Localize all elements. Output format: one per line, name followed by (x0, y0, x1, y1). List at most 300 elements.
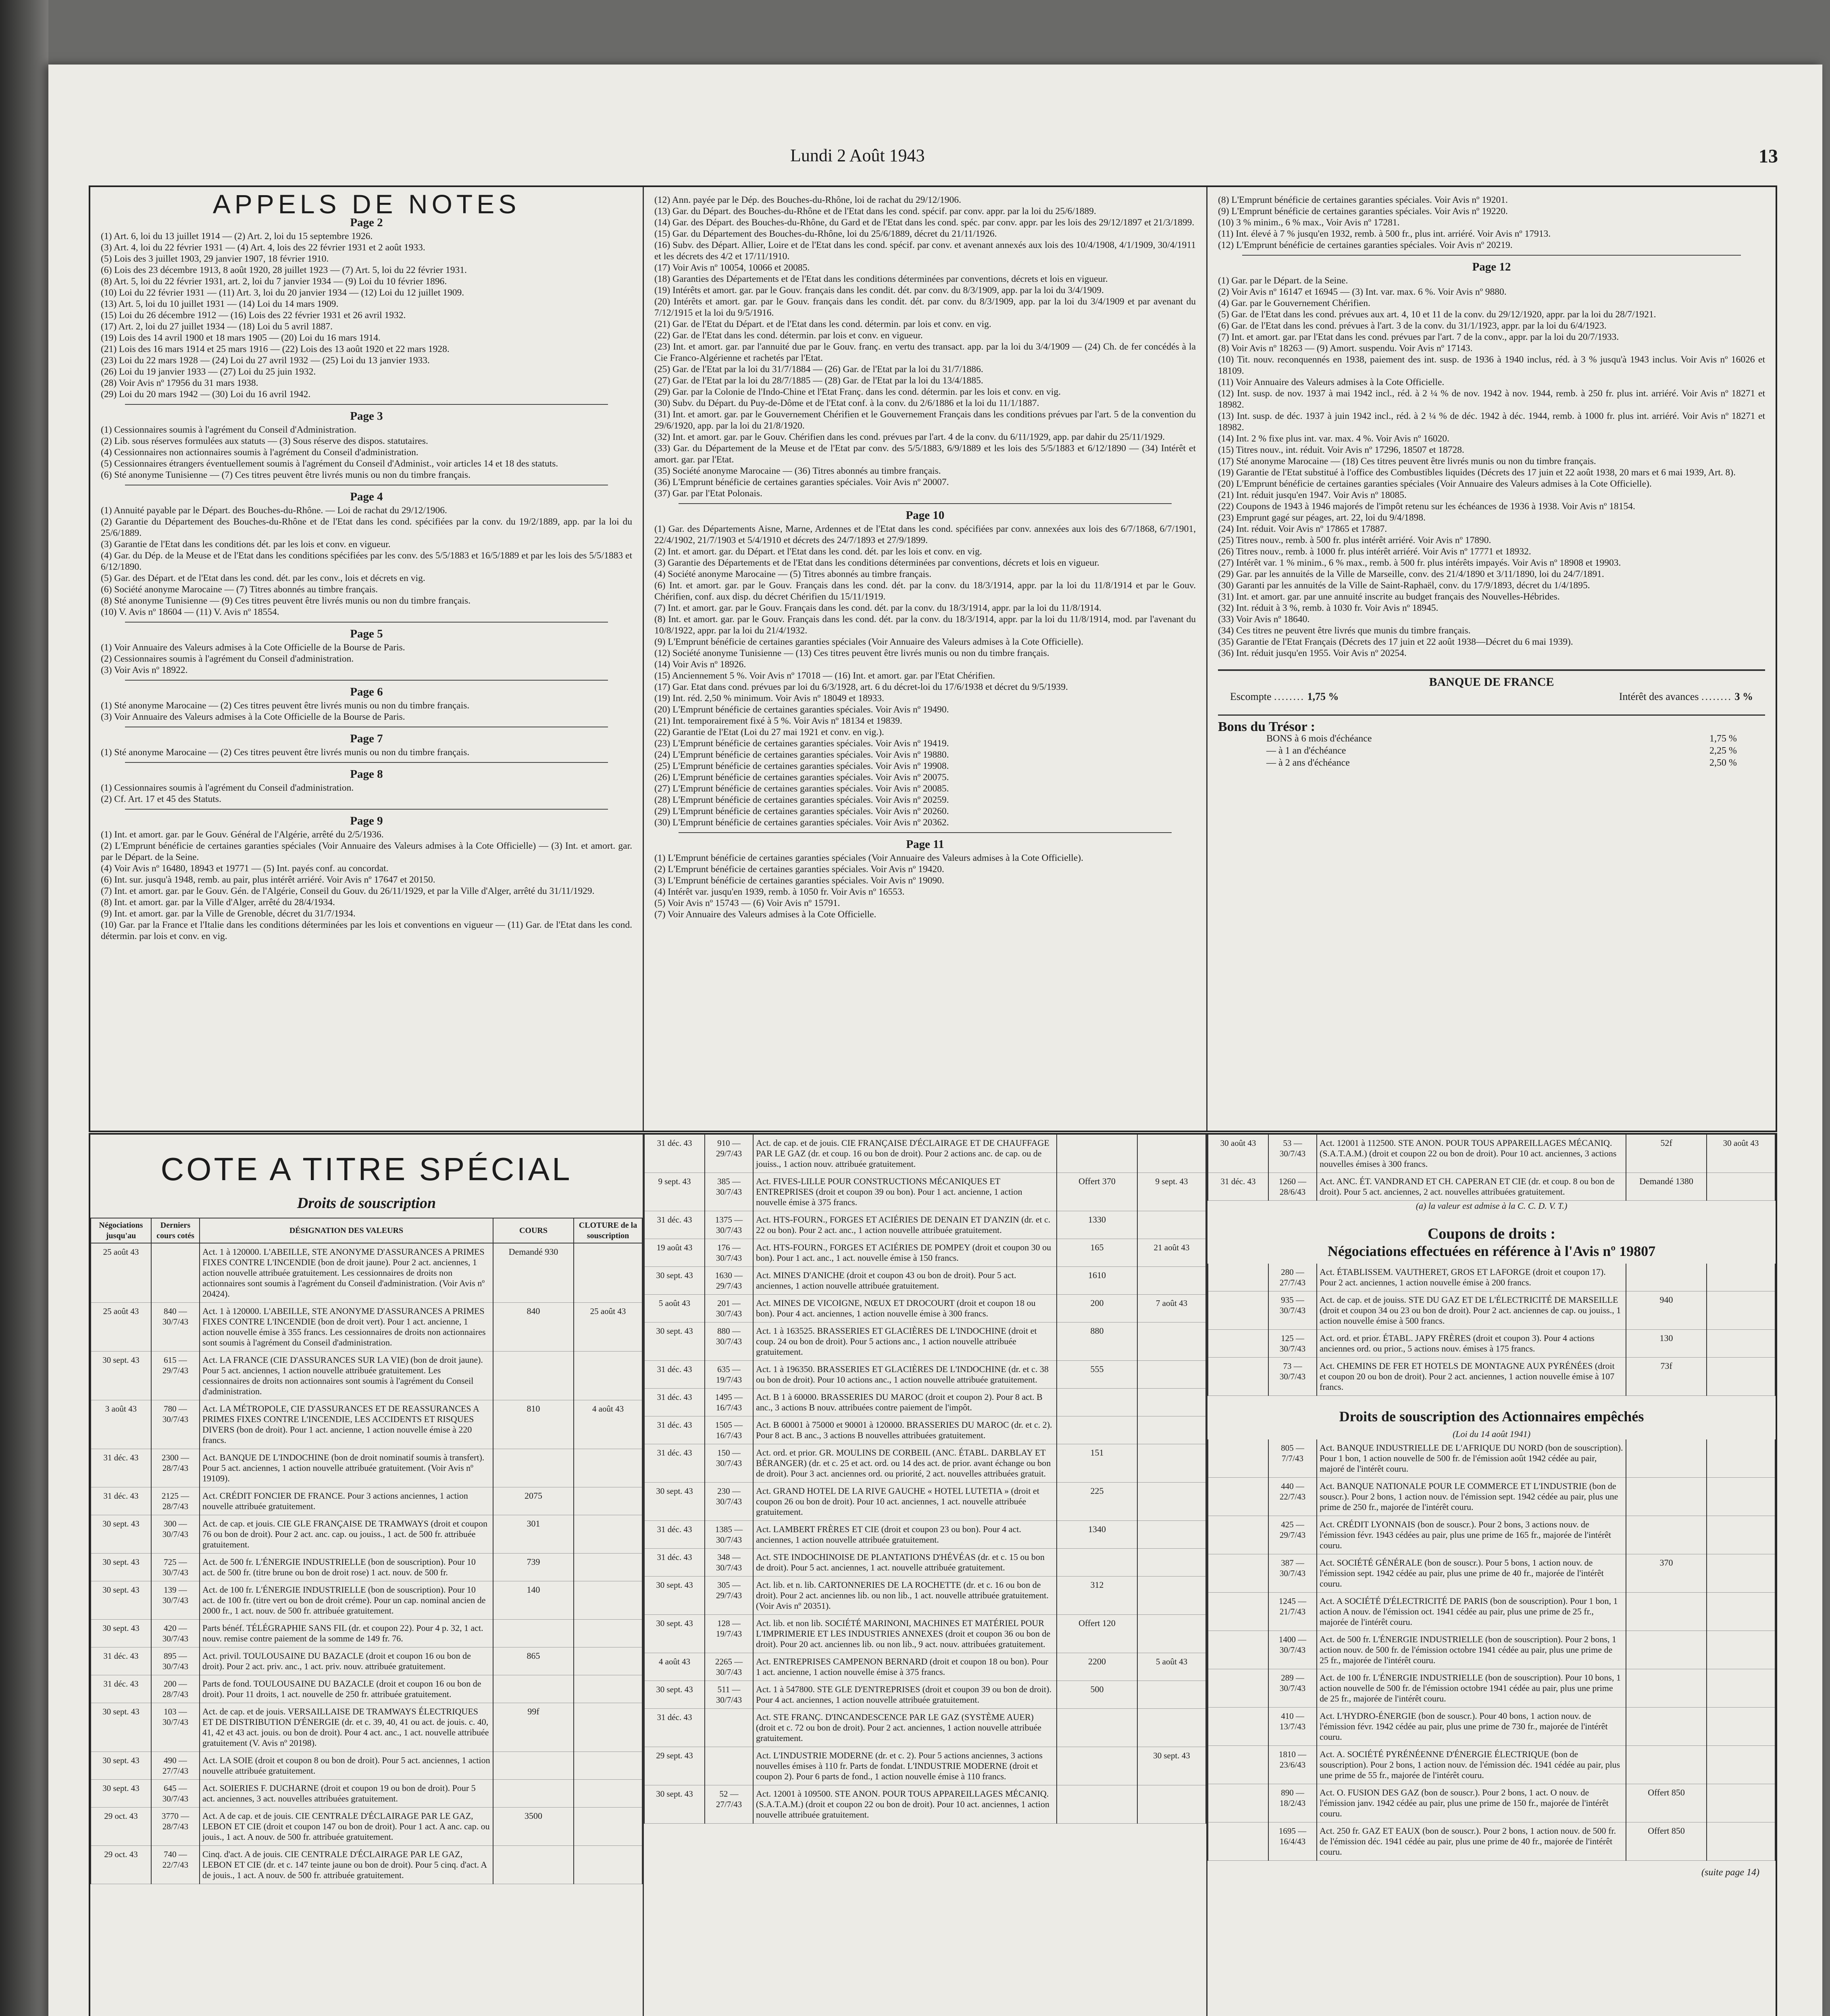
current-price: 370 (1626, 1554, 1707, 1593)
table-row (644, 1322, 1206, 1361)
note-line: (27) L'Emprunt bénéficie de certaines garanties spéciales. Voir Avis nº 20085. (654, 783, 949, 794)
last-price: 139 — 30/7/43 (151, 1581, 200, 1620)
security-designation: Act. B 60001 à 75000 et 90001 à 120000. BRASSERIES DU MAROC (dr. et c. 2). Pour 8 act. B anc., 3 actions B nouvelles attribuées gratuitement. (753, 1416, 1057, 1444)
note-line: (1) Gar. par le Départ. de la Seine. (1218, 275, 1348, 286)
table-row (1208, 1746, 1775, 1784)
neg-date: 25 août 43 (91, 1303, 151, 1352)
neg-date (1208, 1358, 1268, 1396)
current-price: 52f (1626, 1135, 1707, 1173)
last-price: 2125 — 28/7/43 (151, 1487, 200, 1515)
notes-page-heading: Page 7 (350, 732, 383, 745)
note-line: (19) Int. réd. 2,50 % minimum. Voir Avis nº 18049 et 18933. (654, 693, 884, 704)
table-row (91, 1449, 642, 1487)
last-price: 1400 — 30/7/43 (1268, 1631, 1317, 1669)
neg-date: 30 sept. 43 (91, 1352, 151, 1400)
table-row (1208, 1439, 1775, 1478)
note-line: (7) Int. et amort. gar. par le Gouv. Gén. de l'Algérie, Conseil du Gouv. du 26/11/1929, et par la Ville d'Alger, arrêté du 31/11/1929. (101, 886, 595, 896)
cote-subtitle: Droits de souscription (297, 1195, 436, 1212)
neg-date: 30 sept. 43 (91, 1581, 151, 1620)
neg-date: 19 août 43 (644, 1239, 705, 1267)
note-line: (2) Cessionnaires soumis à l'agrément du Conseil d'administration. (101, 654, 354, 664)
closing-date (1707, 1358, 1775, 1396)
current-price (493, 1449, 574, 1487)
neg-date: 31 déc. 43 (644, 1361, 705, 1389)
note-line: (34) Ces titres ne peuvent être livrés que munis du timbre français. (1218, 625, 1471, 636)
neg-date: 31 déc. 43 (644, 1211, 705, 1239)
table-row (644, 1173, 1206, 1211)
security-designation: Act. 1 à 120000. L'ABEILLE, STE ANONYME D'ASSURANCES A PRIMES FIXES CONTRE L'INCENDIE (bon de droit vert). Pour 1 act. ancienne, 1 action nouvelle émise à 355 francs. Les cessionnaires de droits non actionnaires sont soumis à l'agrément du Conseil d'administration. (200, 1303, 493, 1352)
current-price: 200 (1057, 1295, 1137, 1322)
last-price: 880 — 30/7/43 (705, 1322, 753, 1361)
note-line: (19) Intérêts et amort. gar. par le Gouv. français dans les condit. dét. par conv. du 8/3/1909, app. par la loi du 3/4/1909. (654, 285, 1104, 296)
note-line: (5) Lois des 3 juillet 1903, 29 janvier 1907, 18 février 1910. (101, 254, 329, 264)
table-row (91, 1620, 642, 1647)
note-line: (1) Sté anonyme Marocaine — (2) Ces titres peuvent être livrés munis ou non du timbre français. (101, 700, 470, 711)
table-row (1208, 1291, 1775, 1330)
table-row (1208, 1784, 1775, 1822)
security-designation: Act. 1 à 196350. BRASSERIES ET GLACIÈRES DE L'INDOCHINE (dr. et c. 38 ou bon de droit). Pour 10 actions anc., 1 action nouvelle attribuée gratuitement. (753, 1361, 1057, 1389)
notes-title: APPELS DE NOTES (212, 189, 520, 219)
notes-page-heading: Page 6 (350, 685, 383, 698)
note-line: (35) Société anonyme Marocaine — (36) Titres abonnés au timbre français. (654, 466, 941, 476)
closing-date (1707, 1708, 1775, 1746)
note-line: (20) Intérêts et amort. gar. par le Gouv. français dans les condit. dét. par conv. du 8/3/1909, app. par la loi du 3/4/1909 et par avenant du 7/12/1915 et la loi du 9/5/1916. (654, 296, 1196, 318)
neg-date (1208, 1669, 1268, 1708)
current-price (1057, 1747, 1137, 1785)
table-row (644, 1239, 1206, 1267)
note-line: (17) Voir Avis nº 10054, 10066 et 20085. (654, 262, 810, 273)
note-line: (32) Int. réduit à 3 %, remb. à 1030 fr. Voir Avis nº 18945. (1218, 603, 1439, 613)
table-row (1208, 1264, 1775, 1291)
note-line: (3) Garantie des Départements et de l'Etat dans les conditions déterminées par conventions, décrets et lois en vigueur. (654, 558, 1099, 568)
note-line: (21) Gar. de l'Etat du Départ. et de l'Etat dans les cond. détermin. par lois et conv. en vig. (654, 319, 991, 329)
neg-date (1208, 1264, 1268, 1291)
security-designation: Act. LA SOIE (droit et coupon 8 ou bon de droit). Pour 5 act. anciennes, 1 action nouvelle attribuée gratuitement. (200, 1752, 493, 1780)
note-line: (21) Int. temporairement fixé à 5 %. Voir Avis nº 18134 et 19839. (654, 716, 902, 726)
security-designation: Act. privil. TOULOUSAINE DU BAZACLE (droit et coupon 16 ou bon de droit). Pour 2 act. priv. anc., 1 act. priv. nouv. attribuée gratuitement. (200, 1647, 493, 1675)
notes-page-heading: Page 11 (906, 838, 944, 851)
neg-date (1208, 1708, 1268, 1746)
note-line: (10) Loi du 22 février 1931 — (11) Art. 3, loi du 20 janvier 1934 — (12) Loi du 12 juillet 1909. (101, 287, 464, 298)
note-line: (28) Voir Avis nº 17956 du 31 mars 1938. (101, 378, 258, 388)
neg-date: 31 déc. 43 (91, 1675, 151, 1703)
note-line: (25) Titres nouv., remb. à 500 fr. plus intérêt arriéré. Voir Avis nº 17890. (1218, 535, 1491, 546)
avances-label: Intérêt des avances (1619, 691, 1699, 702)
current-price (1057, 1135, 1137, 1173)
note-line: (36) L'Emprunt bénéficie de certaines garanties spéciales. Voir Avis nº 20007. (654, 477, 949, 487)
note-line: (6) Int. sur. jusqu'à 1948, remb. au pair, plus intérêt arriéré. Voir Avis nº 17647 et 20150. (101, 875, 435, 885)
neg-date: 31 déc. 43 (644, 1389, 705, 1416)
neg-date: 30 sept. 43 (644, 1483, 705, 1521)
last-price: 280 — 27/7/43 (1268, 1264, 1317, 1291)
security-designation: Act. ANC. ÉT. VANDRAND ET CH. CAPERAN ET CIE (dr. et coup. 8 ou bon de droit). Pour 5 act. anciennes, 2 act. nouvelles attribuées gratuitement. (1317, 1173, 1626, 1201)
security-designation: Act. ord. et prior. GR. MOULINS DE CORBEIL (ANC. ÉTABL. DARBLAY ET BÉRANGER) (dr. et c. 25 et act. ord. ou 14 des act. de prior. avant échange ou bon de droit). Pour 3 act. anciennes ord. ou priorité, 2 act. nouvelles attribuées gratuit. (753, 1444, 1057, 1483)
neg-date: 30 sept. 43 (644, 1267, 705, 1295)
current-price (1057, 1709, 1137, 1747)
security-designation: Act. A SOCIÉTÉ D'ÉLECTRICITÉ DE PARIS (bon de souscription). Pour 1 bon, 1 action A nouv. de l'émission oct. 1941 cédée au pair, plus une prime de 25 fr., majorée de l'intérêt couru. (1317, 1593, 1626, 1631)
current-price (1057, 1785, 1137, 1824)
security-designation: Act. 12001 à 112500. STE ANON. POUR TOUS APPAREILLAGES MÉCANIQ. (S.A.T.A.M.) (droit et coupon 22 ou bon de droit). Pour 10 act. anciennes, 3 actions nouvelles émises à 300 francs. (1317, 1135, 1626, 1173)
cote-table-3 (1208, 1135, 1776, 1201)
closing-date: 4 août 43 (574, 1400, 642, 1449)
closing-date (574, 1620, 642, 1647)
note-line: (24) L'Emprunt bénéficie de certaines garanties spéciales. Voir Avis nº 19880. (654, 750, 949, 760)
closing-date (1137, 1444, 1206, 1483)
note-line: (3) Voir Annuaire des Valeurs admises à la Cote Officielle de la Bourse de Paris. (101, 712, 405, 722)
closing-date (1137, 1785, 1206, 1824)
note-line: (15) Titres nouv., int. réduit. Voir Avis nº 17296, 18507 et 18728. (1218, 445, 1464, 455)
last-price: 1385 — 30/7/43 (705, 1521, 753, 1549)
neg-date: 30 sept. 43 (644, 1615, 705, 1653)
closing-date: 25 août 43 (574, 1303, 642, 1352)
current-price: 130 (1626, 1330, 1707, 1358)
note-line: (35) Garantie de l'Etat Français (Décrets des 17 juin et 22 août 1938—Décret du 6 mai 1939). (1218, 637, 1573, 647)
closing-date (1707, 1173, 1775, 1201)
suite-note: (suite page 14) (1701, 1867, 1759, 1878)
notes-page-heading: Page 12 (1472, 260, 1511, 273)
escompte-label: Escompte (1230, 691, 1272, 702)
notes-page-heading: Page 10 (906, 509, 945, 522)
table-row (91, 1846, 642, 1884)
security-designation: Act. HTS-FOURN., FORGES ET ACIÉRIES DE POMPEY (droit et coupon 30 ou bon). Pour 1 act. anc., 1 act. nouvelle émise à 150 francs. (753, 1239, 1057, 1267)
security-designation: Act. A de cap. et de jouis. CIE CENTRALE D'ÉCLAIRAGE PAR LE GAZ, LEBON ET CIE (droit et coupon 147 ou bon de droit). Pour 1 act. A anc. cap. ou jouis., 1 act. A nouv. de 500 fr. attribuée gratuitement. (200, 1808, 493, 1846)
current-price: Demandé 1380 (1626, 1173, 1707, 1201)
neg-date: 5 août 43 (644, 1295, 705, 1322)
note-line: (12) Société anonyme Tunisienne — (13) Ces titres peuvent être livrés munis ou non du timbre français. (654, 648, 1049, 658)
closing-date: 9 sept. 43 (1137, 1173, 1206, 1211)
closing-date (1137, 1135, 1206, 1173)
table-row (1208, 1173, 1775, 1201)
note-line: (12) Ann. payée par le Dép. des Bouches-du-Rhône, loi de rachat du 29/12/1906. (654, 195, 961, 205)
table-row (91, 1352, 642, 1400)
note-line: (5) Voir Avis nº 15743 — (6) Voir Avis nº 15791. (654, 898, 840, 908)
closing-date (1137, 1549, 1206, 1577)
neg-date: 31 déc. 43 (644, 1549, 705, 1577)
closing-date (1707, 1478, 1775, 1516)
security-designation: Act. de 500 fr. L'ÉNERGIE INDUSTRIELLE (bon de souscription). Pour 10 act. de 500 fr. (titre brune ou bon de droit rose) 1 act. nouv. de 500 fr. (200, 1554, 493, 1581)
table-row (91, 1515, 642, 1554)
note-line: (9) L'Emprunt bénéficie de certaines garanties spéciales. Voir Avis nº 19220. (1218, 206, 1508, 217)
last-price (705, 1747, 753, 1785)
table-row (91, 1808, 642, 1846)
note-line: (7) Int. et amort. gar. par l'Etat dans les cond. prévues par l'art. 7 de la conv., appr. par la loi du 20/7/1933. (1218, 332, 1619, 342)
closing-date (1137, 1483, 1206, 1521)
last-price: 780 — 30/7/43 (151, 1400, 200, 1449)
banque-de-france: BANQUE DE FRANCE Escompte ........ 1,75 % Intérêt des avances ........ 3 % (1218, 669, 1765, 702)
last-price: 1245 — 21/7/43 (1268, 1593, 1317, 1631)
security-designation: Act. A. SOCIÉTÉ PYRÉNÉENNE D'ÉNERGIE ÉLECTRIQUE (bon de souscription). Pour 2 bons, 1 action nouv. de l'émission déc. 1941 cédée au pair, plus une prime de 55 fr., majorée de l'intérêt couru. (1317, 1746, 1626, 1784)
current-price: 2200 (1057, 1653, 1137, 1681)
current-price (1626, 1708, 1707, 1746)
security-designation: Act. CHEMINS DE FER ET HOTELS DE MONTAGNE AUX PYRÉNÉES (droit et coupon 20 ou bon de droit). Pour 2 act. anciennes, 1 action nouvelle émise à 107 francs. (1317, 1358, 1626, 1396)
last-price: 740 — 22/7/43 (151, 1846, 200, 1884)
neg-date: 30 sept. 43 (644, 1681, 705, 1709)
closing-date (1137, 1267, 1206, 1295)
table-row (91, 1780, 642, 1808)
security-designation: Act. de 500 fr. L'ÉNERGIE INDUSTRIELLE (bon de souscription). Pour 2 bons, 1 action nouv. de 500 fr. de l'émission octobre 1941 cédée au pair, plus une prime de 25 fr., majorée de l'intérêt couru. (1317, 1631, 1626, 1669)
security-designation: Act. ord. et prior. ÉTABL. JAPY FRÈRES (droit et coupon 3). Pour 4 actions anciennes ord. ou prior., 5 actions nouv. émises à 175 francs. (1317, 1330, 1626, 1358)
bons-row (1218, 733, 1765, 745)
notes-page-heading: Page 2 (350, 216, 383, 229)
closing-date (1707, 1631, 1775, 1669)
note-line: (3) Art. 4, loi du 22 février 1931 — (4) Art. 4, lois des 22 février 1931 et 2 août 1933. (101, 242, 425, 253)
security-designation: Act. HTS-FOURN., FORGES ET ACIÉRIES DE DENAIN ET D'ANZIN (dr. et c. 22 ou bon). Pour 2 act. anc., 1 action nouvelle attribuée gratuitement. (753, 1211, 1057, 1239)
note-line: (3) L'Emprunt bénéficie de certaines garanties spéciales. Voir Avis nº 19090. (654, 875, 944, 886)
security-designation: Cinq. d'act. A de jouis. CIE CENTRALE D'ÉCLAIRAGE PAR LE GAZ, LEBON ET CIE (dr. et c. 147 teinte jaune ou bon de droit). Pour 5 cinq. d'act. A de jouis., 1 act. A nouv. de 500 fr. attribuée gratuitement. (200, 1846, 493, 1884)
current-price: 1340 (1057, 1521, 1137, 1549)
escompte-rate: 1,75 % (1307, 691, 1339, 702)
neg-date: 4 août 43 (644, 1653, 705, 1681)
closing-date (1137, 1389, 1206, 1416)
closing-date (574, 1703, 642, 1752)
table-row (91, 1703, 642, 1752)
note-line: (1) Cessionnaires soumis à l'agrément du Conseil d'Administration. (101, 425, 356, 435)
last-price (151, 1243, 200, 1303)
table-row (1208, 1135, 1775, 1173)
current-price: 739 (493, 1554, 574, 1581)
th-cloture: CLOTURE de la souscription (574, 1218, 642, 1243)
closing-date (1707, 1330, 1775, 1358)
security-designation: Act. 1 à 163525. BRASSERIES ET GLACIÈRES DE L'INDOCHINE (droit et coup. 24 ou bon de droit). Pour 5 actions anc., 1 action nouvelle attribuée gratuitement. (753, 1322, 1057, 1361)
note-line: (9) L'Emprunt bénéficie de certaines garanties spéciales (Voir Annuaire des Valeurs admises à la Cote Officielle). (654, 637, 1083, 647)
closing-date: 30 sept. 43 (1137, 1747, 1206, 1785)
closing-date (1137, 1521, 1206, 1549)
last-price: 1695 — 16/4/43 (1268, 1822, 1317, 1861)
current-price: Offert 370 (1057, 1173, 1137, 1211)
table-row (91, 1303, 642, 1352)
table-row (644, 1577, 1206, 1615)
note-line: (23) Loi du 22 mars 1928 — (24) Loi du 27 avril 1932 — (25) Loi du 13 janvier 1933. (101, 355, 430, 366)
last-price: 289 — 30/7/43 (1268, 1669, 1317, 1708)
current-price: 140 (493, 1581, 574, 1620)
note-line: (29) Gar. par les annuités de la Ville de Marseille, conv. des 21/4/1890 et 3/11/1890, loi du 24/7/1891. (1218, 569, 1604, 579)
neg-date (1208, 1631, 1268, 1669)
bdf-title: BANQUE DE FRANCE (1429, 675, 1554, 689)
note-line: (14) Voir Avis nº 18926. (654, 659, 746, 670)
neg-date: 29 oct. 43 (91, 1846, 151, 1884)
notes-separator (125, 680, 608, 681)
cote-column-2 (644, 1135, 1208, 2016)
closing-date (1137, 1416, 1206, 1444)
note-line: (17) Gar. Etat dans cond. prévues par loi du 6/3/1928, art. 6 du décret-loi du 17/6/1938 et décret du 9/5/1939. (654, 682, 1068, 692)
notes-page-heading: Page 4 (350, 490, 383, 503)
neg-date (1208, 1439, 1268, 1478)
note-line: (18) Garanties des Départements et de l'Etat dans les conditions déterminées par conventions, décrets et lois en vigueur. (654, 274, 1108, 284)
security-designation: Act. SOCIÉTÉ GÉNÉRALE (bon de souscr.). Pour 5 bons, 1 action nouv. de l'émission sept. 1942 cédée au pair, plus une prime de 40 fr., majorée de l'intérêt couru. (1317, 1554, 1626, 1593)
closing-date (574, 1352, 642, 1400)
note-line: (6) Société anonyme Marocaine — (7) Titres abonnés au timbre français. (101, 584, 378, 595)
closing-date: 21 août 43 (1137, 1239, 1206, 1267)
closing-date (574, 1846, 642, 1884)
neg-date: 30 sept. 43 (644, 1322, 705, 1361)
security-designation: Parts bénéf. TÉLÉGRAPHIE SANS FIL (dr. et coupon 22). Pour 4 p. 32, 1 act. nouv. remise contre paiement de la somme de 149 fr. 76. (200, 1620, 493, 1647)
security-designation: Act. BANQUE INDUSTRIELLE DE L'AFRIQUE DU NORD (bon de souscription). Pour 1 bon, 1 action nouvelle de 500 fr. de l'émission août 1942 cédée au pair, majoré de l'intérêt couru. (1317, 1439, 1626, 1478)
note-line: (13) Art. 5, loi du 10 juillet 1931 — (14) Loi du 14 mars 1909. (101, 299, 339, 309)
closing-date (574, 1243, 642, 1303)
security-designation: Act. L'INDUSTRIE MODERNE (dr. et c. 2). Pour 5 actions anciennes, 3 actions nouvelles émises à 110 fr. Parts de fondat. L'INDUSTRIE MODERNE (droit et coupon 2). Pour 6 parts de fond., 1 action nouvelle émise à 110 francs. (753, 1747, 1057, 1785)
note-line: (10) Tit. nouv. reconquennés en 1938, paiement des int. susp. de 1936 à 1940 inclus, réd. à 3 % jusqu'à 1943 inclus. Voir Avis nº 16026 et 18109. (1218, 354, 1765, 376)
neg-date (1208, 1784, 1268, 1822)
note-line: (13) Int. susp. de déc. 1937 à juin 1942 incl., réd. à 2 ¼ % de déc. 1942 à déc. 1944, remb. à 1000 fr. plus int. arriéré. Voir Avis nº 18271 et 18982. (1218, 411, 1765, 433)
note-line: (5) Gar. des Départ. et de l'Etat dans les cond. dét. par les conv., lois et décrets en vig. (101, 573, 425, 583)
current-price (1626, 1439, 1707, 1478)
note-line: (1) Annuité payable par le Départ. des Bouches-du-Rhône. — Loi de rachat du 29/12/1906. (101, 505, 447, 516)
last-price: 890 — 18/2/43 (1268, 1784, 1317, 1822)
note-line: (8) Sté anonyme Tunisienne — (9) Ces titres peuvent être livrés munis ou non du timbre français. (101, 596, 471, 606)
note-line: (30) Subv. du Départ. du Puy-de-Dôme et de l'Etat conf. à la conv. du 2/6/1886 et la loi du 11/1/1887. (654, 398, 1039, 408)
coupons-table (1208, 1264, 1776, 1396)
neg-date: 31 déc. 43 (644, 1444, 705, 1483)
note-line: (3) Garantie de l'Etat dans les conditions dét. par les lois et conv. en vigueur. (101, 539, 391, 550)
neg-date: 29 oct. 43 (91, 1808, 151, 1846)
notes-page-heading: Page 8 (350, 768, 383, 781)
empeches-table (1208, 1439, 1776, 1861)
table-row (1208, 1593, 1775, 1631)
table-row (1208, 1478, 1775, 1516)
note-line: (1) Cessionnaires soumis à l'agrément du Conseil d'administration. (101, 783, 354, 793)
last-price: 1630 — 29/7/43 (705, 1267, 753, 1295)
page-number: 13 (1759, 146, 1778, 167)
bons-label: BONS à 6 mois d'échéance (1266, 733, 1372, 744)
table-row (91, 1554, 642, 1581)
note-line: (4) Intérêt var. jusqu'en 1939, remb. à 1050 fr. Voir Avis nº 16553. (654, 887, 905, 897)
table-row (644, 1389, 1206, 1416)
note-line: (4) Cessionnaires non actionnaires soumis à l'agrément du Conseil d'administration. (101, 447, 418, 458)
note-line: (8) Int. et amort. gar. par le Gouv. Français dans les cond. dét. par la conv. du 18/3/1914, appr. par la loi du 11/8/1914, mod. par l'avenant du 10/8/1922, appr. par la loi du 21/4/1932. (654, 614, 1196, 636)
note-line: (15) Gar. du Département des Bouches-du-Rhône, loi du 25/6/1889, décret du 21/11/1926. (654, 229, 997, 239)
closing-date (574, 1808, 642, 1846)
neg-date: 30 sept. 43 (91, 1554, 151, 1581)
note-line: (25) L'Emprunt bénéficie de certaines garanties spéciales. Voir Avis nº 19908. (654, 761, 949, 771)
current-price: 165 (1057, 1239, 1137, 1267)
page-date: Lundi 2 Août 1943 (790, 146, 925, 165)
table-row (91, 1675, 642, 1703)
current-price (493, 1675, 574, 1703)
current-price: 880 (1057, 1322, 1137, 1361)
note-line: (10) Gar. par la France et l'Italie dans les conditions déterminées par les lois et conventions en vigueur — (11) Gar. de l'Etat dans les cond. détermin. par lois et conv. en vig. (101, 920, 632, 941)
note-line: (26) L'Emprunt bénéficie de certaines garanties spéciales. Voir Avis nº 20075. (654, 772, 949, 783)
note-line: (21) Lois des 16 mars 1914 et 25 mars 1916 — (22) Lois des 13 août 1920 et 22 mars 1928. (101, 344, 450, 354)
note-line: (4) Gar. par le Gouvernement Chérifien. (1218, 298, 1370, 308)
current-price (493, 1752, 574, 1780)
notes-separator (1242, 255, 1741, 256)
notes-separator (125, 809, 608, 810)
note-line: (11) Int. élevé à 7 % jusqu'en 1932, remb. à 500 fr., plus int. arriéré. Voir Avis nº 17913. (1218, 229, 1551, 239)
last-price: 125 — 30/7/43 (1268, 1330, 1317, 1358)
current-price (1057, 1416, 1137, 1444)
closing-date (574, 1449, 642, 1487)
note-line: (22) Coupons de 1943 à 1946 majorés de l'impôt retenu sur les échéances de 1936 à 1938. Voir Avis nº 18154. (1218, 501, 1635, 512)
note-line: (8) Art. 5, loi du 22 février 1931, art. 2, loi du 7 janvier 1934 — (9) Loi du 10 février 1896. (101, 276, 447, 287)
note-line: (4) Société anonyme Marocaine — (5) Titres abonnés au timbre français. (654, 569, 932, 579)
table-row (1208, 1554, 1775, 1593)
current-price: 2075 (493, 1487, 574, 1515)
note-line: (5) Gar. de l'Etat dans les cond. prévues aux art. 4, 10 et 11 de la conv. du 29/12/1920, appr. par la loi du 28/7/1921. (1218, 309, 1656, 320)
current-price: 312 (1057, 1577, 1137, 1615)
closing-date: 30 août 43 (1707, 1135, 1775, 1173)
last-price: 1260 — 28/6/43 (1268, 1173, 1317, 1201)
note-line: (26) Loi du 19 janvier 1933 — (27) Loi du 25 juin 1932. (101, 367, 316, 377)
note-line: (23) L'Emprunt bénéficie de certaines garanties spéciales. Voir Avis nº 19419. (654, 738, 949, 749)
neg-date: 31 déc. 43 (644, 1135, 705, 1173)
current-price (1626, 1669, 1707, 1708)
current-price (1626, 1593, 1707, 1631)
bons-rate: 1,75 % (1709, 733, 1737, 744)
current-price: 555 (1057, 1361, 1137, 1389)
table-row (644, 1135, 1206, 1173)
note-line: (31) Int. et amort. gar. par une annuité inscrite au budget français des Nouvelles-Hébrides. (1218, 591, 1560, 602)
last-price: 53 — 30/7/43 (1268, 1135, 1317, 1173)
closing-date (1707, 1669, 1775, 1708)
notes-column-3 (1208, 187, 1776, 1131)
table-row (644, 1785, 1206, 1824)
note-line: (10) 3 % minim., 6 % max., Voir Avis nº 17281. (1218, 217, 1400, 228)
current-price: Offert 850 (1626, 1822, 1707, 1861)
note-line: (2) Lib. sous réserves formulées aux statuts — (3) Sous réserve des dispos. statutaires. (101, 436, 428, 446)
security-designation: Act. B 1 à 60000. BRASSERIES DU MAROC (droit et coupon 2). Pour 8 act. B anc., 3 actions B nouv. attribuées contre paiement de l'impôt. (753, 1389, 1057, 1416)
neg-date (1208, 1516, 1268, 1554)
security-designation: Act. BANQUE DE L'INDOCHINE (bon de droit nominatif soumis à transfert). Pour 5 act. anciennes, 1 action nouvelle attribuée gratuitement. (Voir Avis nº 19109). (200, 1449, 493, 1487)
closing-date (574, 1487, 642, 1515)
last-price: 103 — 30/7/43 (151, 1703, 200, 1752)
last-price: 910 — 29/7/43 (705, 1135, 753, 1173)
current-price (493, 1846, 574, 1884)
neg-date: 30 sept. 43 (91, 1752, 151, 1780)
current-price: 1610 (1057, 1267, 1137, 1295)
neg-date: 31 déc. 43 (1208, 1173, 1268, 1201)
note-line: (15) Loi du 26 décembre 1912 — (16) Lois des 22 février 1931 et 26 avril 1932. (101, 310, 406, 321)
closing-date (1707, 1746, 1775, 1784)
note-line: (8) Voir Avis nº 18263 — (9) Amort. suspendu. Voir Avis nº 17143. (1218, 343, 1473, 354)
current-price (493, 1620, 574, 1647)
closing-date (1137, 1577, 1206, 1615)
last-price: 935 — 30/7/43 (1268, 1291, 1317, 1330)
note-line: (12) L'Emprunt bénéficie de certaines garanties spéciales. Voir Avis nº 20219. (1218, 240, 1513, 250)
table-row (644, 1615, 1206, 1653)
last-price: 2265 — 30/7/43 (705, 1653, 753, 1681)
note-line: (20) L'Emprunt bénéficie de certaines garanties spéciales (Voir Annuaire des Valeurs admises à la Cote Officielle). (1218, 479, 1652, 489)
note-line: (5) Cessionnaires étrangers éventuellement soumis à l'agrément du Conseil d'Administ., voir articles 14 et 18 des statuts. (101, 458, 558, 469)
table-row (644, 1549, 1206, 1577)
th-neg: Négociations jusqu'au (91, 1218, 151, 1243)
note-line: (6) Gar. de l'Etat dans les cond. prévues à l'art. 3 de la conv. du 31/1/1923, appr. par la loi du 6/4/1923. (1218, 321, 1607, 331)
current-price (1626, 1516, 1707, 1554)
current-price (1626, 1746, 1707, 1784)
current-price: 500 (1057, 1681, 1137, 1709)
current-price (1626, 1264, 1707, 1291)
current-price: Offert 120 (1057, 1615, 1137, 1653)
note-line: (29) Gar. par la Colonie de l'Indo-Chine et l'Etat Franç. dans les cond. détermin. par les lois et conv. en vig. (654, 387, 1061, 397)
security-designation: Act. CRÉDIT LYONNAIS (bon de souscr.). Pour 2 bons, 3 actions nouv. de l'émission févr. 1943 cédées au pair, plus une prime de 165 fr., majorée de l'intérêt couru. (1317, 1516, 1626, 1554)
last-price: 805 — 7/7/43 (1268, 1439, 1317, 1478)
cote-column-3 (1208, 1135, 1776, 2016)
closing-date (1137, 1709, 1206, 1747)
avances-rate: 3 % (1734, 691, 1753, 702)
binding-spine (0, 0, 48, 2016)
current-price (1626, 1478, 1707, 1516)
last-price: 645 — 30/7/43 (151, 1780, 200, 1808)
neg-date: 30 sept. 43 (644, 1577, 705, 1615)
last-price: 200 — 28/7/43 (151, 1675, 200, 1703)
note-line: (25) Gar. de l'Etat par la loi du 31/7/1884 — (26) Gar. de l'Etat par la loi du 31/7/1886. (654, 364, 983, 375)
notes-separator (125, 404, 608, 405)
note-line: (9) Int. et amort. gar. par la Ville de Grenoble, décret du 31/7/1934. (101, 908, 356, 919)
security-designation: Parts de fond. TOULOUSAINE DU BAZACLE (droit et coupon 16 ou bon de droit). Pour 11 droits, 1 act. nouvelle de 250 fr. attribuée gratuitement. (200, 1675, 493, 1703)
table-row (91, 1400, 642, 1449)
note-line: (7) Voir Annuaire des Valeurs admises à la Cote Officielle. (654, 909, 876, 920)
security-designation: Act. ENTREPRISES CAMPENON BERNARD (droit et coupon 18 ou bon). Pour 1 act. ancienne, 1 action nouvelle émise à 375 francs. (753, 1653, 1057, 1681)
current-price: 3500 (493, 1808, 574, 1846)
